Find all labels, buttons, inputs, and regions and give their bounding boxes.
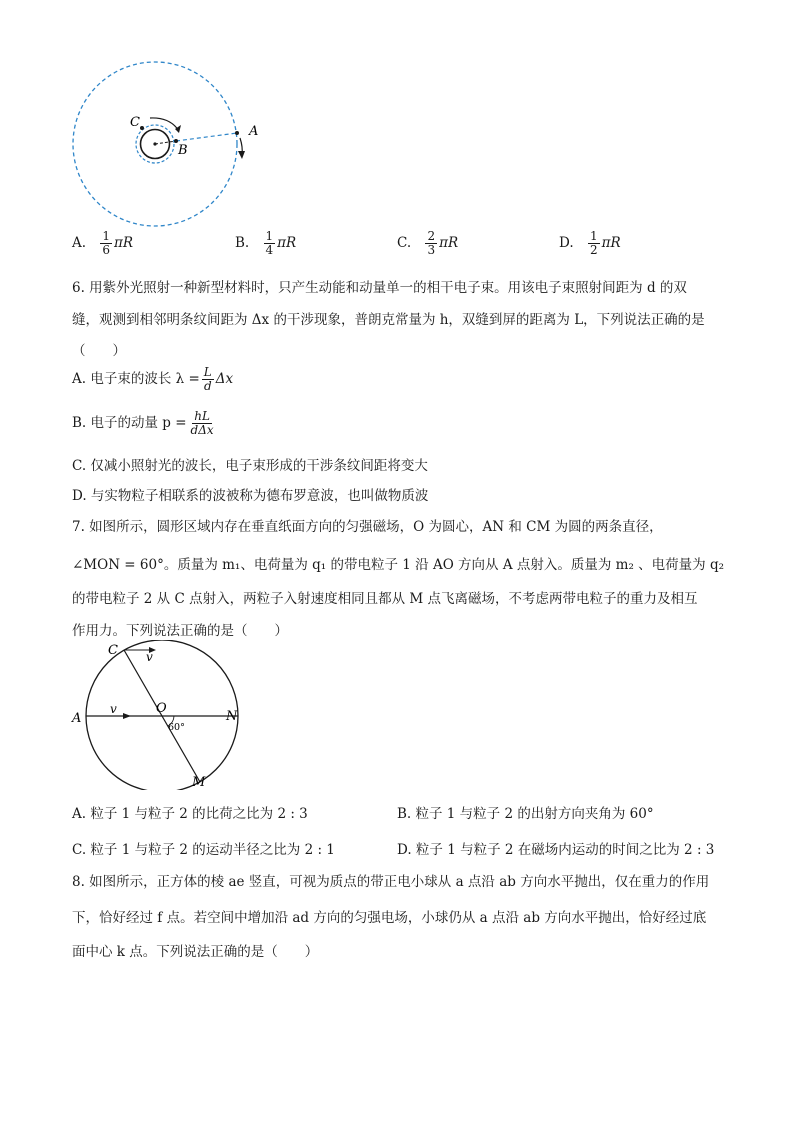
q7-option-d[interactable]: D. 粒子 1 与粒子 2 在磁场内运动的时间之比为 2 : 3 bbox=[397, 842, 715, 858]
q7-option-c[interactable]: C. 粒子 1 与粒子 2 的运动半径之比为 2 : 1 bbox=[72, 842, 335, 858]
label-m: M bbox=[192, 775, 206, 790]
q5-option-c[interactable] bbox=[397, 230, 458, 257]
label-a: A bbox=[72, 711, 82, 726]
connect-line-ba bbox=[176, 133, 237, 141]
option-tail: πR bbox=[601, 235, 621, 251]
velocity-a-arrowhead-icon bbox=[123, 713, 131, 719]
label-c: C bbox=[130, 115, 140, 130]
label-a: A bbox=[249, 124, 259, 139]
fraction: $\frac{hL}{\text{dΔx}}$ bbox=[190, 409, 214, 437]
option-letter: D. bbox=[559, 235, 574, 251]
option-text: A. 电子束的波长 λ = bbox=[72, 371, 200, 387]
fraction: $\frac{1}{2}$ bbox=[589, 229, 598, 257]
option-letter: A. bbox=[72, 235, 87, 251]
option-tail: πR bbox=[277, 235, 297, 251]
q8-stem-line1: 8. 如图所示，正方体的棱 ae 竖直，可视为质点的带正电小球从 a 点沿 ab 方向水平抛出，仅在重力的作用 bbox=[72, 874, 710, 890]
fraction: $\frac{L}{d}$ bbox=[203, 365, 212, 393]
label-o: O bbox=[156, 701, 167, 716]
fraction: $\frac{1}{4}$ bbox=[265, 229, 274, 257]
fraction: $\frac{2}{3}$ bbox=[427, 229, 436, 257]
q7-stem-line1: 7. 如图所示，圆形区域内存在垂直纸面方向的匀强磁场，O 为圆心，AN 和 CM 为圆的两条直径， bbox=[72, 519, 663, 535]
option-text: B. 电子的动量 p = bbox=[72, 415, 187, 431]
label-c: C bbox=[108, 643, 118, 658]
q6-option-a[interactable] bbox=[72, 366, 233, 393]
point-c bbox=[140, 126, 144, 130]
label-v-top: v bbox=[146, 650, 153, 664]
q7-stem-line2: ∠MON = 60°。质量为 m₁、电荷量为 q₁ 的带电粒子 1 沿 AO 方向从 A 点射入。质量为 m₂ 、电荷量为 q₂ bbox=[72, 557, 725, 573]
label-b: B bbox=[178, 143, 188, 158]
q7-stem-line4: 作用力。下列说法正确的是（ ） bbox=[72, 623, 288, 639]
q7-option-b[interactable]: B. 粒子 1 与粒子 2 的出射方向夹角为 60° bbox=[397, 806, 654, 822]
q6-stem-line3: （ ） bbox=[72, 343, 126, 359]
label-v-mid: v bbox=[110, 702, 117, 716]
q7-stem-line3: 的带电粒子 2 从 C 点射入，两粒子入射速度相同且都从 M 点飞离磁场，不考虑两带电粒子的重力及相互 bbox=[72, 591, 698, 607]
fraction: $\frac{1}{6}$ bbox=[102, 229, 110, 257]
option-tail: Δx bbox=[215, 371, 234, 387]
arrow-outer-head-icon bbox=[238, 151, 245, 159]
orbit-figure bbox=[60, 55, 280, 235]
q5-option-d[interactable] bbox=[559, 230, 621, 257]
radius-line bbox=[155, 141, 176, 144]
q8-stem-line3: 面中心 k 点。下列说法正确的是（ ） bbox=[72, 944, 319, 960]
option-tail: πR bbox=[113, 235, 134, 251]
option-letter: C. bbox=[397, 235, 412, 251]
q5-option-a[interactable] bbox=[72, 230, 133, 257]
q6-option-c[interactable]: C. 仅减小照射光的波长，电子束形成的干涉条纹间距将变大 bbox=[72, 458, 428, 474]
q6-stem-line1: 6. 用紫外光照射一种新型材料时，只产生动能和动量单一的相干电子束。用该电子束照射间距为 d 的双 bbox=[72, 280, 687, 296]
option-tail: πR bbox=[439, 235, 459, 251]
magnetic-field-figure bbox=[68, 640, 253, 790]
q6-option-b[interactable] bbox=[72, 410, 218, 437]
point-a bbox=[235, 131, 239, 135]
q8-stem-line2: 下，恰好经过 f 点。若空间中增加沿 ad 方向的匀强电场，小球仍从 a 点沿 ab 方向水平抛出，恰好经过底 bbox=[72, 910, 707, 926]
q5-option-b[interactable] bbox=[235, 230, 296, 257]
q7-option-a[interactable]: A. 粒子 1 与粒子 2 的比荷之比为 2 : 3 bbox=[72, 806, 308, 822]
label-angle: 60° bbox=[168, 722, 185, 733]
q6-option-d[interactable]: D. 与实物粒子相联系的波被称为德布罗意波，也叫做物质波 bbox=[72, 488, 429, 504]
label-n: N bbox=[226, 709, 238, 724]
option-letter: B. bbox=[235, 235, 250, 251]
q6-stem-line2: 缝，观测到相邻明条纹间距为 Δx 的干涉现象，普朗克常量为 h，双缝到屏的距离为 L，下列说法正确的是 bbox=[72, 312, 705, 328]
